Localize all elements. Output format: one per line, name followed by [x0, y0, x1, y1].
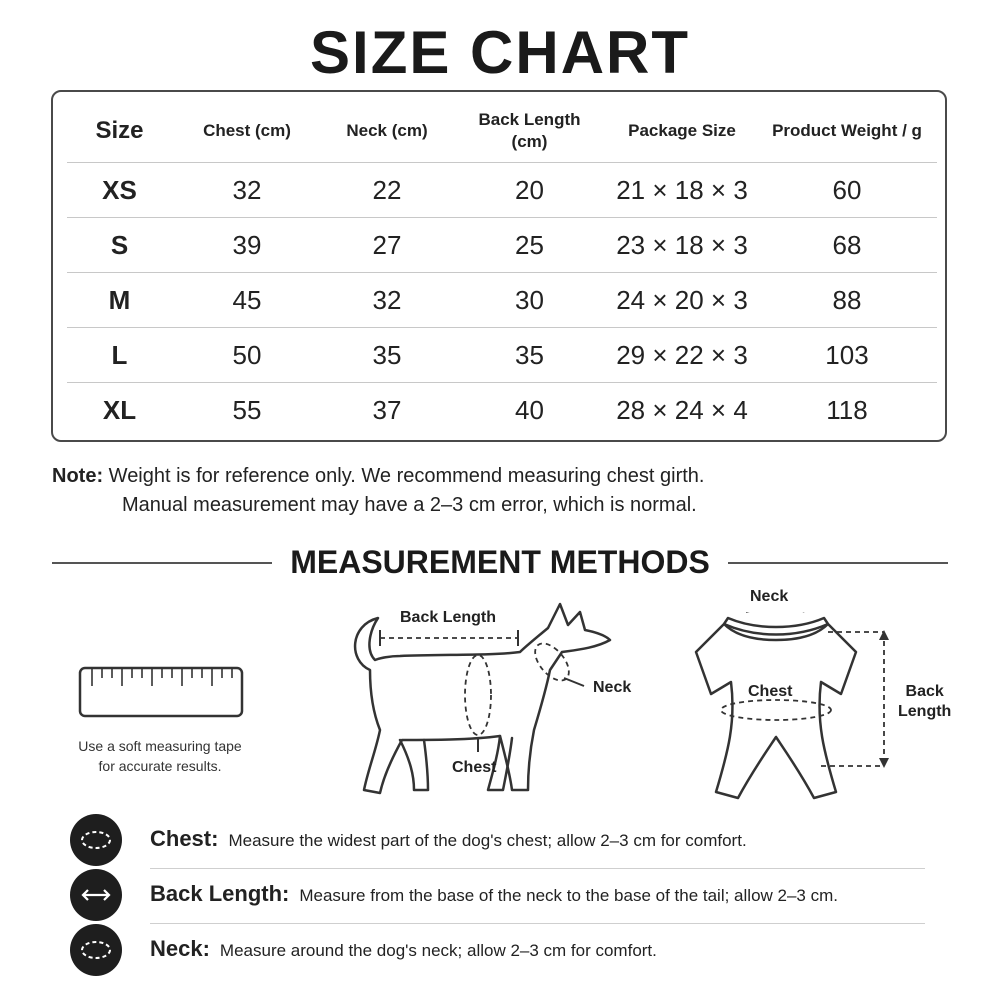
- weight-cell: 88: [757, 273, 937, 328]
- note-line-2: Manual measurement may have a 2–3 cm error, which is normal.: [122, 494, 697, 516]
- instruction-neck-text: [150, 936, 657, 962]
- note: [52, 462, 704, 520]
- package-size-cell: 23 × 18 × 3: [607, 218, 757, 273]
- table-row: [67, 383, 937, 438]
- weight-cell: 68: [757, 218, 937, 273]
- garment-illustration: [676, 612, 896, 804]
- oval-measure-icon: [70, 924, 122, 976]
- chest-cell: 45: [172, 273, 322, 328]
- instruction-back-length-text: [150, 881, 838, 907]
- back-length-cell: 40: [452, 383, 607, 438]
- weight-cell: 60: [757, 163, 937, 218]
- back-length-cell: 25: [452, 218, 607, 273]
- neck-cell: 22: [322, 163, 452, 218]
- size-table-box: [51, 90, 947, 442]
- oval-measure-icon: [70, 814, 122, 866]
- size-cell: M: [67, 273, 172, 328]
- double-arrow-icon: [70, 869, 122, 921]
- chest-cell: 50: [172, 328, 322, 383]
- size-cell: XL: [67, 383, 172, 438]
- chest-cell: 55: [172, 383, 322, 438]
- package-size-cell: 28 × 24 × 4: [607, 383, 757, 438]
- section-rule-right: [728, 562, 948, 564]
- tape-caption-line-1: Use a soft measuring tape: [78, 738, 242, 754]
- instruction-chest: [70, 814, 925, 868]
- instruction-chest-text: [150, 826, 747, 852]
- table-row: [67, 218, 937, 273]
- instruction-chest-label: Chest:: [150, 826, 219, 851]
- header-size: Size: [95, 117, 144, 144]
- header-chest: Chest (cm): [203, 121, 291, 140]
- page-title: SIZE CHART: [310, 19, 690, 86]
- garment-label-back: Back: [905, 683, 944, 700]
- tape-caption: [60, 736, 260, 776]
- size-table: [67, 100, 937, 437]
- back-length-cell: 35: [452, 328, 607, 383]
- measuring-tape-icon: [78, 666, 244, 718]
- garment-label-back-length: [898, 682, 951, 722]
- weight-cell: 103: [757, 328, 937, 383]
- chest-cell: 32: [172, 163, 322, 218]
- table-row: [67, 328, 937, 383]
- package-size-cell: 21 × 18 × 3: [607, 163, 757, 218]
- garment-label-length: Length: [898, 703, 952, 720]
- instruction-neck-label: Neck:: [150, 936, 210, 961]
- header-neck: Neck (cm): [346, 121, 428, 140]
- header-back-length: Back Length (cm): [478, 110, 581, 151]
- instruction-chest-desc: Measure the widest part of the dog's chest; allow 2–3 cm for comfort.: [228, 831, 747, 850]
- dog-label-back-length: Back Length: [400, 609, 497, 626]
- size-cell: S: [67, 218, 172, 273]
- instruction-back-length-desc: Measure from the base of the neck to the base of the tail; allow 2–3 cm.: [299, 886, 838, 905]
- neck-cell: 35: [322, 328, 452, 383]
- header-package-size: Package Size: [628, 121, 736, 140]
- neck-cell: 37: [322, 383, 452, 438]
- instruction-neck-desc: Measure around the dog's neck; allow 2–3 cm for comfort.: [219, 941, 657, 960]
- chest-cell: 39: [172, 218, 322, 273]
- neck-cell: 32: [322, 273, 452, 328]
- back-length-cell: 30: [452, 273, 607, 328]
- package-size-cell: 24 × 20 × 3: [607, 273, 757, 328]
- neck-cell: 27: [322, 218, 452, 273]
- dog-label-chest: Chest: [452, 759, 497, 776]
- garment-label-neck: Neck: [750, 588, 789, 605]
- size-cell: L: [67, 328, 172, 383]
- table-row: [67, 273, 937, 328]
- section-title: MEASUREMENT METHODS: [290, 544, 710, 580]
- table-header-row: [67, 100, 937, 163]
- instruction-back-length-label: Back Length:: [150, 881, 290, 906]
- size-cell: XS: [67, 163, 172, 218]
- garment-label-chest: Chest: [748, 683, 793, 700]
- header-product-weight: Product Weight / g: [772, 121, 922, 140]
- dog-label-neck: Neck: [593, 679, 632, 696]
- table-row: [67, 163, 937, 218]
- instruction-neck: [70, 924, 925, 978]
- instruction-back-length: [70, 869, 925, 923]
- note-line-1: Weight is for reference only. We recommend measuring chest girth.: [108, 465, 705, 487]
- back-length-cell: 20: [452, 163, 607, 218]
- note-label: Note:: [52, 465, 104, 487]
- package-size-cell: 29 × 22 × 3: [607, 328, 757, 383]
- tape-caption-line-2: for accurate results.: [98, 758, 222, 774]
- weight-cell: 118: [757, 383, 937, 438]
